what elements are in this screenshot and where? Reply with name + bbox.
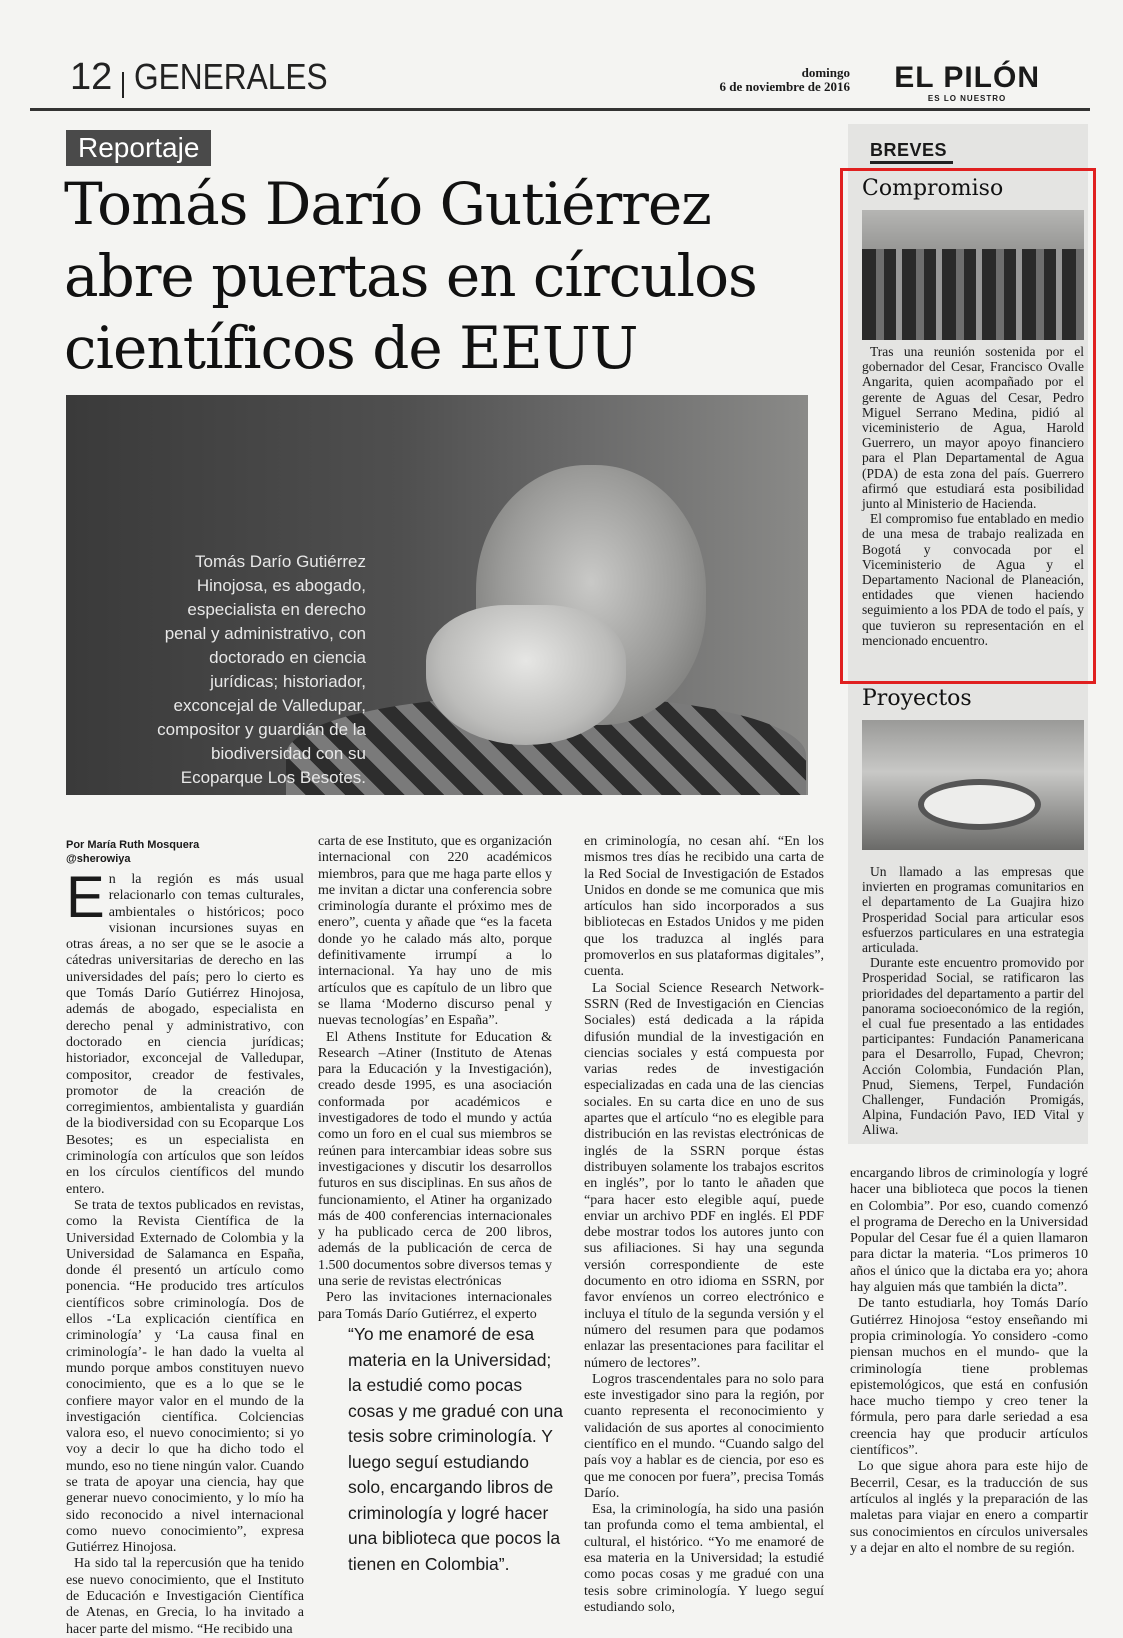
issue-date-text: 6 de noviembre de 2016 — [719, 79, 850, 94]
article-paragraph: Ha sido tal la repercusión que ha tenido ese nuevo conocimiento, que el Instituto de Educación e Investigación Científica de Atenas, en Grecia, lo ha invitado a hacer parte del mismo. “He recibido una — [66, 1556, 304, 1637]
article-paragraph: Se trata de textos publicados en revistas, como la Revista Científica de la Universidad Externado de Colombia y la Universidad de Salamanca en España, donde él presentó un artículo como ponencia. “He producido tres artículos científicos sobre criminología. Dos de ellos -‘La explicación científica en criminología’ y ‘La causa final en criminología’- le han dado la vuelta al mundo porque ambos constituyen nuevo conocimiento, que es a lo que se le confiere mayor valor en el mundo de la investigación científica. Colciencias valora eso, el nuevo conocimiento; si yo voy a decir lo que ha dicho todo el mundo, eso no tiene ningún valor. Cuando se trata de apoyar una ciencia, hay que generar nuevo conocimiento, y lo mío ha sido reconocido a nivel internacional como nuevo conocimiento”, expresa Gutiérrez Hinojosa. — [66, 1197, 304, 1556]
brief-photo-conference — [862, 720, 1084, 850]
page-header — [30, 50, 1090, 110]
page-separator — [122, 72, 124, 98]
issue-date — [720, 66, 850, 94]
brief-paragraph: Un llamado a las empresas que invierten en programas comunitarios en el departamento de La Guajira hizo Prosperidad Social para articular esos esfuerzos particulares en una estrategia articulada. — [862, 864, 1084, 956]
article-paragraph: encargando libros de criminología y logré hacer una biblioteca que pocos la tienen en Colombia”. Por eso, cuando comenzó el programa de Derecho en la Universidad Popular del Cesar fue él a quien llamaron para dictar la materia. “Los primeros 10 años el único que la dictaba era yo; ahora hay alguien más que también la dicta”. — [850, 1166, 1088, 1296]
article-column-1 — [66, 865, 304, 1638]
brief-title-proyectos: Proyectos — [862, 686, 972, 711]
pull-quote: “Yo me enamoré de esa materia en la Universidad; la estudié como pocas cosas y me gradué con una tesis sobre criminología. Y luego seguí estudiando solo, encargando libros de criminología y logré hacer una biblioteca que pocos la tienen en Colombia”. — [348, 1324, 563, 1574]
article-paragraph: El Athens Institute for Education & Research –Atiner (Instituto de Atenas para la Educación y la Investigación), creado desde 1995, es una asociación conformada por académicos e investigadores de todo el mundo y actúa como un foro en el cual sus miembros se reúnen para intercambiar ideas sobre sus investigaciones y discutir los desarrollos futuros en sus disciplinas. En sus años de funcionamiento, el Atiner ha organizado más de 400 conferencias internacionales y ha publicado cerca de 200 libros, además de la publicación de cerca de 1.500 documentos sobre diversos temas y una serie de revistas electrónicas — [318, 1029, 552, 1290]
brief-text-compromiso — [862, 344, 1084, 648]
article-kicker: Reportaje — [66, 130, 211, 166]
headline-line: científicos de EEUU — [64, 314, 638, 382]
portrait-photo — [66, 395, 808, 795]
brief-paragraph: El compromiso fue entablado en medio de una mesa de trabajo realizada en Bogotá y convocada por el Viceministerio de Agua y el Departamento Nacional de Planeación, entidades que vienen haciendo seguimiento a los PDA de todo el país, y que tuvieron su representación en el mencionado encuentro. — [862, 511, 1084, 648]
newspaper-logo — [894, 62, 1040, 103]
logo-text: EL PILÓN — [894, 61, 1040, 94]
article-paragraph: en criminología, no cesan ahí. “En los mismos tres días he recibido una carta de la Red Social de Investigación de Estados Unidos en donde se me comunica que mis artículos han sido incorporados a sus bibliotecas en Estados Unidos y me piden que los traduzca al inglés para promoverlos en sus plataformas digitales”, cuenta. — [584, 834, 824, 980]
brief-paragraph: Durante este encuentro promovido por Prosperidad Social, se ratificaron las prioridades del departamento a partir del panorama socioeconómico de la región, el cual fue presentado a las entidades participantes: Fundación Panamericana para el Desarrollo, Fupad, Chevron; Acción Colombia, Fundación Plan, Pnud, Siemens, Terpel, Fundación Challenger, Fundación Promigás, Alpina, Fundación Pavo, IED Vital y Aliwa. — [862, 955, 1084, 1138]
article-headline — [64, 168, 824, 384]
article-paragraph: Esa, la criminología, ha sido una pasión tan profunda como el tema ambiental, el cultural, el histórico. “Yo me enamoré de esa materia en la Universidad; la estudié como pocas cosas y me gradué con una tesis sobre criminología. Y luego seguí estudiando solo, — [584, 1502, 824, 1615]
photo-group — [862, 249, 1084, 340]
article-paragraph — [66, 865, 304, 1198]
photo-table — [918, 779, 1041, 830]
article-paragraph: carta de ese Instituto, que es organización internacional con 220 académicos miembros, para que me haga parte ellos y me invitan a dictar una conferencia sobre criminología durante el próximo mes de enero”, cuenta y añade que “es la faceta donde yo he calado más alto, porque definitivamente irrumpí a lo internacional. Ya hay uno de mis artículos que es capítulo de un libro que se llama ‘Moderno discurso penal y nuevas tecnologías’ en España”. — [318, 834, 552, 1029]
lead-paragraph-text: n la región es más usual relacionarlo con temas culturales, ambientales o históricos; poco visionan incursiones suyas en otras áreas, a no ser que se le asocie a cátedras universitarias de derecho en las universidades del país; pero lo cierto es que Tomás Darío Gutiérrez Hinojosa, además de abogado, especialista en derecho penal y administrativo, con doctorado en ciencia jurídicas; historiador, exconcejal de Valledupar, compositor, creador de festivales, promotor de la creación de corregimientos, ambientalista y guardián de la biodiversidad con su Ecoparque Los Besotes; es un especialista en criminología con artículos que son leídos en los círculos científicos del mundo entero. — [66, 872, 304, 1197]
headline-line: abre puertas en círculos — [64, 242, 757, 310]
article-column-2 — [318, 834, 552, 1323]
section-name: GENERALES — [134, 56, 328, 97]
drop-cap: E — [66, 865, 105, 930]
issue-day: domingo — [801, 65, 850, 80]
byline-author: Por María Ruth Mosquera — [66, 839, 200, 851]
brief-photo-meeting — [862, 210, 1084, 340]
page-number: 12 — [70, 56, 113, 98]
article-paragraph: De tanto estudiarla, hoy Tomás Darío Gutiérrez Hinojosa “estoy enseñando mi propia criminología. Yo considero -como piensan muchos en el mundo- que la criminología tiene problemas epistemológicos, que está en confusión hace mucho tiempo y creo tener la fórmula, pero para darle seriedad a esa creencia hay que producir artículos científicos”. — [850, 1296, 1088, 1459]
byline-handle: @sherowiya — [66, 853, 131, 865]
article-paragraph: Lo que sigue ahora para este hijo de Becerril, Cesar, es la traducción de sus artículos al inglés y la preparación de las maletas para viajar en enero a compartir sus conocimientos en círculos universales y a dejar en alto el nombre de su región. — [850, 1459, 1088, 1556]
brief-text-proyectos — [862, 864, 1084, 1138]
brief-title-compromiso: Compromiso — [862, 176, 1004, 201]
article-paragraph: Pero las invitaciones internacionales para Tomás Darío Gutiérrez, el experto — [318, 1290, 552, 1322]
breves-label: BREVES — [870, 140, 953, 164]
article-column-4 — [850, 1166, 1088, 1557]
byline — [66, 838, 306, 866]
logo-slogan: ES LO NUESTRO — [927, 94, 1007, 103]
article-paragraph: La Social Science Research Network-SSRN (Red de Investigación en Ciencias Sociales) está dedicada a la rápida difusión mundial de la investigación en ciencias sociales y está compuesta por varias redes de investigación especializadas en cada una de las ciencias sociales. En su carta dice en uno de sus apartes que el artículo “no es elegible para distribución en las revistas electrónicas de inglés de la SSRN porque éstas distribuyen solamente los trabajos escritos en inglés”, por lo tanto le añaden que “para hacer esto elegible aquí, puede enviar un archivo PDF en inglés. El PDF debe mostrar todos los autores junto con sus afiliaciones. Si hay una segunda versión correspondiente de este documento en otro idioma en SSRN, por favor envíenos un correo electrónico e incluya el título de la segunda versión y el número del resumen para que podamos enlazar las presentaciones para facilitar el número de lectores”. — [584, 980, 824, 1371]
header-rule — [30, 108, 1090, 111]
photo-beard — [426, 605, 626, 745]
photo-caption: Tomás Darío Gutiérrez Hinojosa, es abogado, especialista en derecho penal y administrativo, con doctorado en ciencia jurídicas; historiador, exconcejal de Valledupar, compositor y guardián de la biodiversidad con su Ecoparque Los Besotes. — [157, 552, 366, 787]
brief-paragraph: Tras una reunión sostenida por el gobernador del Cesar, Francisco Ovalle Angarita, quien acompañado por el gerente de Aguas del Cesar, Pedro Miguel Serrano Medina, pidió al viceministerio de Agua, Harold Guerrero, un mayor apoyo financiero para el Plan Departamental de Agua (PDA) de esta zona del país. Guerrero afirmó que estudiará esta posibilidad junto al Ministerio de Hacienda. — [862, 344, 1084, 512]
article-column-3 — [584, 834, 824, 1616]
article-paragraph: Logros trascendentales para no solo para este investigador sino para la región, por cuanto representa el reconocimiento y validación de sus aportes al conocimiento científico en el mundo. “Cuando salgo del país voy a hablar es de ciencia, por eso es que me conocen por fuera”, precisa Tomás Darío. — [584, 1371, 824, 1501]
headline-line: Tomás Darío Gutiérrez — [64, 170, 711, 238]
